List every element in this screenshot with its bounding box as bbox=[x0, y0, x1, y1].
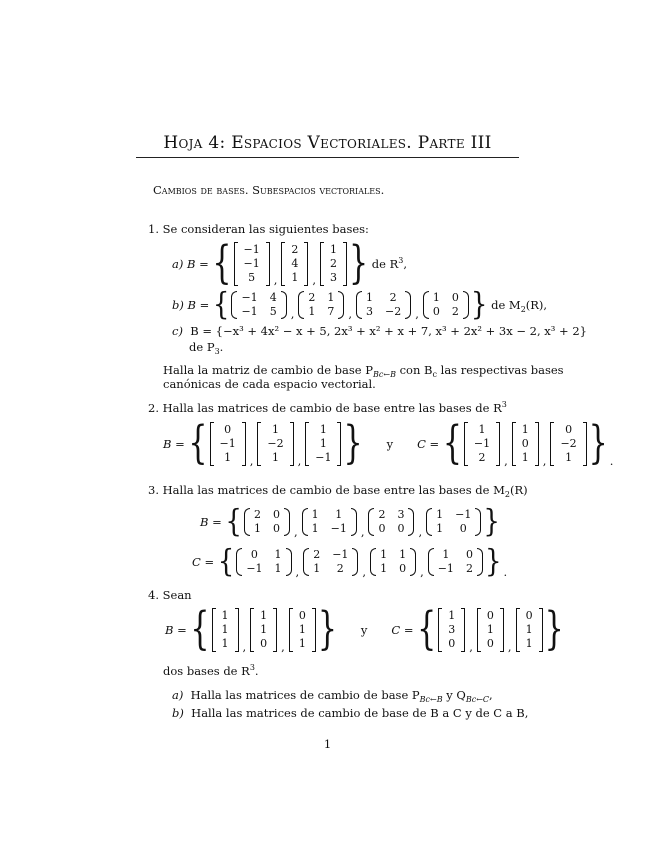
matrix-entry: 1 bbox=[221, 609, 229, 622]
ex3-c-matrix-2 bbox=[303, 547, 358, 577]
matrix-entry: 1 bbox=[271, 423, 279, 436]
matrix-entry: 0 bbox=[465, 548, 473, 561]
matrix-entry: 0 bbox=[378, 522, 386, 535]
ex4-dos-text: dos bases de R bbox=[163, 664, 250, 678]
matrix-entry: 2 bbox=[389, 291, 397, 304]
matrix-entry: 0 bbox=[486, 609, 494, 622]
matrix-entry: 0 bbox=[451, 291, 459, 304]
matrix-entry: −1 bbox=[243, 243, 260, 256]
ex1-heading bbox=[148, 222, 369, 236]
matrix-entry: −1 bbox=[241, 305, 258, 318]
matrix-entry: 1 bbox=[327, 291, 335, 304]
ex1c-space-sub: 3 bbox=[214, 347, 220, 356]
ex4-c-matrix-3 bbox=[516, 608, 543, 652]
matrix-entry: 2 bbox=[336, 562, 344, 575]
ex1a-space-sup: 3 bbox=[398, 256, 404, 265]
ex4a-sub: Bc←B bbox=[419, 695, 443, 704]
ex1c-formula: B = {−x³ + 4x² − x + 5, 2x³ + x² + x + 7, x³ + 2x² + 3x − 2, x³ + 2} bbox=[190, 324, 587, 338]
matrix-entry: 1 bbox=[436, 508, 444, 521]
ex1c-space-suffix: . bbox=[219, 340, 224, 354]
ex1b-matrix-1 bbox=[231, 290, 286, 320]
matrix-entry: 1 bbox=[291, 271, 299, 284]
matrix-entry: 1 bbox=[565, 451, 573, 464]
matrix-entry: 1 bbox=[260, 623, 268, 636]
ex2-b-matrix-3 bbox=[305, 422, 341, 466]
ex4-bases-row bbox=[165, 603, 564, 656]
matrix-entry: 1 bbox=[478, 423, 486, 436]
ex1b-label: b) bbox=[172, 298, 184, 312]
ex3-c-matrix-4 bbox=[428, 547, 483, 577]
matrix-entry: −1 bbox=[330, 522, 347, 535]
matrix-entry: 3 bbox=[448, 623, 456, 636]
ex3-c-matrix-1 bbox=[236, 547, 291, 577]
matrix-entry: 4 bbox=[269, 291, 277, 304]
ex1-halla-line-1 bbox=[163, 363, 564, 377]
ex1a-open-brace: { bbox=[212, 237, 232, 290]
ex1a-space bbox=[372, 257, 407, 271]
matrix-entry: −1 bbox=[243, 257, 260, 270]
comma: , bbox=[312, 273, 317, 287]
ex4a-sub-2: Bc←C bbox=[465, 695, 490, 704]
ex1b-open-brace: { bbox=[212, 287, 230, 323]
ex3-c-equals: = bbox=[204, 555, 215, 569]
ex1b-matrix-2 bbox=[298, 290, 344, 320]
matrix-entry: 0 bbox=[260, 637, 268, 650]
matrix-entry: 0 bbox=[432, 305, 440, 318]
comma: , bbox=[415, 307, 419, 321]
period: . bbox=[503, 565, 508, 579]
ex1-number: 1. bbox=[148, 222, 159, 236]
comma: , bbox=[273, 273, 278, 287]
matrix-entry: −1 bbox=[437, 562, 454, 575]
ex4-b-close-brace: } bbox=[317, 603, 337, 656]
comma: , bbox=[360, 525, 365, 539]
matrix-entry: 1 bbox=[311, 508, 319, 521]
matrix-entry: 1 bbox=[274, 562, 282, 575]
ex2-c-matrix-3 bbox=[550, 422, 586, 466]
ex2-b-matrix-2 bbox=[257, 422, 293, 466]
matrix-entry: 1 bbox=[380, 562, 388, 575]
comma: , bbox=[418, 525, 423, 539]
ex4-b-matrix-1 bbox=[212, 608, 239, 652]
matrix-entry: −1 bbox=[332, 548, 349, 561]
ex2-number: 2. bbox=[148, 401, 159, 415]
ex2-text: Halla las matrices de cambio de base entre las bases de R bbox=[162, 401, 502, 415]
matrix-entry: 0 bbox=[459, 522, 467, 535]
ex4-number: 4. bbox=[148, 588, 159, 602]
ex1b-matrix-3 bbox=[356, 290, 411, 320]
matrix-entry: 2 bbox=[330, 257, 338, 270]
matrix-entry: 1 bbox=[311, 522, 319, 535]
ex4-c-matrix-2 bbox=[477, 608, 504, 652]
ex3-number: 3. bbox=[148, 483, 159, 497]
ex1b-close-brace: } bbox=[470, 287, 488, 323]
comma: , bbox=[249, 454, 254, 468]
matrix-entry: 5 bbox=[269, 305, 277, 318]
matrix-entry: 1 bbox=[448, 609, 456, 622]
ex2-equals-b: = bbox=[175, 437, 185, 451]
comma: , bbox=[293, 525, 298, 539]
matrix-entry: 1 bbox=[380, 548, 388, 561]
ex4-b-matrix-2 bbox=[250, 608, 277, 652]
matrix-entry: 1 bbox=[253, 522, 261, 535]
ex2-b-open-brace: { bbox=[188, 417, 208, 470]
matrix-entry: 2 bbox=[291, 243, 299, 256]
ex1-halla-text-c: las respectivas bases bbox=[436, 363, 564, 377]
matrix-entry: 1 bbox=[260, 609, 268, 622]
ex3-c-row bbox=[192, 545, 509, 579]
ex4a-label: a) bbox=[172, 688, 184, 702]
ex1a-space-suffix: , bbox=[403, 257, 408, 271]
ex1b-space bbox=[491, 298, 547, 312]
matrix-entry: 2 bbox=[478, 451, 486, 464]
matrix-entry: 1 bbox=[308, 305, 316, 318]
matrix-entry: 1 bbox=[525, 623, 533, 636]
ex4-text: Sean bbox=[162, 588, 192, 602]
ex1a-close-brace: } bbox=[349, 237, 369, 290]
comma: , bbox=[362, 565, 367, 579]
matrix-entry: 1 bbox=[436, 522, 444, 535]
ex3-c-close-brace: } bbox=[484, 544, 502, 580]
comma: , bbox=[542, 454, 547, 468]
ex4-dos-sup: 3 bbox=[249, 663, 255, 672]
ex2-text-sup: 3 bbox=[501, 400, 507, 409]
ex2-c-symbol: C bbox=[417, 437, 426, 451]
ex1c-row bbox=[172, 324, 587, 338]
ex4-b-open-brace: { bbox=[190, 603, 210, 656]
matrix-entry: 1 bbox=[525, 637, 533, 650]
ex1b-space-text: de M bbox=[491, 298, 521, 312]
comma: , bbox=[348, 307, 352, 321]
matrix-entry: 1 bbox=[221, 637, 229, 650]
ex1b-space-tail: (R), bbox=[525, 298, 548, 312]
comma: , bbox=[290, 307, 295, 321]
matrix-entry: −1 bbox=[219, 437, 236, 450]
matrix-entry: 1 bbox=[298, 623, 306, 636]
ex1a-row bbox=[172, 237, 408, 290]
matrix-entry: 2 bbox=[308, 291, 316, 304]
ex2-b-matrix-1 bbox=[210, 422, 246, 466]
matrix-entry: 1 bbox=[521, 423, 529, 436]
ex3-c-open-brace: { bbox=[217, 544, 235, 580]
matrix-entry: −2 bbox=[267, 437, 284, 450]
ex2-y: y bbox=[386, 437, 394, 451]
matrix-entry: 1 bbox=[366, 291, 373, 304]
ex4a-mid: y Q bbox=[442, 688, 466, 702]
comma: , bbox=[469, 640, 473, 654]
ex4-dos-suffix: . bbox=[254, 664, 259, 678]
matrix-entry: 1 bbox=[486, 623, 494, 636]
matrix-entry: 1 bbox=[319, 423, 327, 436]
comma: , bbox=[295, 565, 300, 579]
ex2-bases-row bbox=[163, 417, 615, 470]
matrix-entry: 1 bbox=[298, 637, 306, 650]
ex1c-space-text: de P bbox=[189, 340, 215, 354]
ex4b-text: Halla las matrices de cambio de base de B a C y de C a B, bbox=[191, 706, 529, 720]
matrix-entry: −1 bbox=[473, 437, 491, 450]
matrix-entry: 0 bbox=[399, 562, 407, 575]
ex2-equals-c: = bbox=[429, 437, 440, 451]
ex3-text-suffix: (R) bbox=[509, 483, 528, 497]
matrix-entry: 0 bbox=[272, 522, 280, 535]
ex1-halla-sub: Bc←B bbox=[373, 370, 396, 379]
comma: , bbox=[297, 454, 302, 468]
ex4-c-matrix-1 bbox=[438, 608, 465, 652]
ex2-b-close-brace: } bbox=[343, 417, 363, 470]
ex3-text: Halla las matrices de cambio de base entre las bases de M bbox=[162, 483, 505, 497]
ex3-heading bbox=[148, 483, 528, 497]
matrix-entry: 5 bbox=[248, 271, 256, 284]
matrix-entry: −1 bbox=[315, 451, 332, 464]
ex1a-b-symbol: B bbox=[187, 257, 196, 271]
matrix-entry: 2 bbox=[465, 562, 473, 575]
ex1b-space-sub: 2 bbox=[520, 305, 526, 314]
matrix-entry: 0 bbox=[565, 423, 573, 436]
matrix-entry: 1 bbox=[271, 451, 279, 464]
ex3-c-matrix-3 bbox=[370, 547, 416, 577]
ex1c-space bbox=[189, 340, 223, 354]
ex4-dos-bases bbox=[163, 664, 259, 678]
ex3-b-matrix-4 bbox=[426, 507, 481, 537]
section-subtitle: Cambios de bases. Subespacios vectoriales. bbox=[153, 183, 385, 197]
matrix-entry: −1 bbox=[246, 562, 263, 575]
matrix-entry: 1 bbox=[224, 451, 232, 464]
matrix-entry: 2 bbox=[378, 508, 386, 521]
ex1b-row bbox=[172, 289, 547, 321]
matrix-entry: 3 bbox=[366, 305, 373, 318]
ex3-c-symbol: C bbox=[192, 555, 201, 569]
ex1b-b-symbol: B bbox=[187, 298, 196, 312]
comma: , bbox=[507, 640, 512, 654]
ex2-c-matrix-1 bbox=[464, 422, 500, 466]
ex1a-matrix-1 bbox=[234, 242, 270, 286]
matrix-entry: 0 bbox=[525, 609, 533, 622]
matrix-entry: 2 bbox=[451, 305, 459, 318]
page-title: Hoja 4: Espacios Vectoriales. Parte III bbox=[163, 133, 492, 153]
ex4-c-close-brace: } bbox=[544, 603, 564, 656]
ex1-halla-line-2: canónicas de cada espacio vectorial. bbox=[163, 377, 376, 391]
ex4-y: y bbox=[360, 623, 368, 637]
matrix-entry: −2 bbox=[560, 437, 577, 450]
ex3-b-matrix-2 bbox=[302, 507, 357, 537]
ex4-c-open-brace: { bbox=[417, 603, 437, 656]
ex3-b-open-brace: { bbox=[225, 504, 242, 540]
matrix-entry: 1 bbox=[432, 291, 440, 304]
ex3-text-sub: 2 bbox=[504, 490, 510, 499]
ex1a-label: a) bbox=[172, 257, 184, 271]
matrix-entry: 1 bbox=[330, 243, 338, 256]
ex1b-matrix-4 bbox=[423, 290, 469, 320]
ex4-equals-b: = bbox=[177, 623, 187, 637]
ex4a-text: Halla las matrices de cambio de base P bbox=[190, 688, 420, 702]
matrix-entry: 1 bbox=[335, 508, 343, 521]
ex4b-label: b) bbox=[172, 706, 184, 720]
comma: , bbox=[281, 640, 285, 654]
comma: , bbox=[504, 454, 508, 468]
matrix-entry: 1 bbox=[521, 451, 529, 464]
ex2-c-close-brace: } bbox=[588, 417, 608, 470]
ex4-equals-c: = bbox=[403, 623, 414, 637]
matrix-entry: 0 bbox=[272, 508, 280, 521]
ex4-b-matrix-3 bbox=[289, 608, 316, 652]
matrix-entry: −1 bbox=[455, 508, 472, 521]
comma: , bbox=[420, 565, 424, 579]
matrix-entry: 0 bbox=[448, 637, 456, 650]
matrix-entry: −2 bbox=[385, 305, 402, 318]
ex1-intro: Se consideran las siguientes bases: bbox=[162, 222, 369, 236]
ex4-c-symbol: C bbox=[391, 623, 401, 637]
ex1b-equals: = bbox=[199, 298, 210, 312]
ex3-b-symbol: B bbox=[200, 515, 209, 529]
matrix-entry: 0 bbox=[298, 609, 306, 622]
ex3-b-row bbox=[200, 505, 500, 539]
ex1-halla-text-b: con B bbox=[395, 363, 433, 377]
matrix-entry: 0 bbox=[397, 522, 405, 535]
matrix-entry: 1 bbox=[221, 623, 229, 636]
ex4-heading bbox=[148, 588, 192, 602]
matrix-entry: 3 bbox=[397, 508, 405, 521]
ex3-b-matrix-1 bbox=[244, 507, 290, 537]
ex2-heading bbox=[148, 401, 507, 415]
matrix-entry: 3 bbox=[330, 271, 338, 284]
matrix-entry: 0 bbox=[224, 423, 232, 436]
ex2-c-open-brace: { bbox=[442, 417, 462, 470]
ex1a-equals: = bbox=[199, 257, 209, 271]
matrix-entry: 1 bbox=[319, 437, 327, 450]
matrix-entry: 1 bbox=[274, 548, 282, 561]
matrix-entry: 1 bbox=[399, 548, 407, 561]
matrix-entry: 0 bbox=[521, 437, 529, 450]
matrix-entry: 4 bbox=[291, 257, 299, 270]
matrix-entry: 2 bbox=[313, 548, 321, 561]
comma: , bbox=[242, 640, 247, 654]
matrix-entry: 1 bbox=[313, 562, 321, 575]
ex1-halla-sub-2: c bbox=[432, 370, 437, 379]
period: . bbox=[609, 454, 614, 468]
ex3-b-equals: = bbox=[212, 515, 222, 529]
title-rule bbox=[136, 157, 519, 158]
ex4a-row bbox=[172, 688, 493, 702]
ex4b-row bbox=[172, 706, 528, 720]
matrix-entry: 7 bbox=[327, 305, 335, 318]
ex2-c-matrix-2 bbox=[512, 422, 539, 466]
ex1a-matrix-3 bbox=[320, 242, 347, 286]
ex4-b-symbol: B bbox=[165, 623, 174, 637]
ex4a-end: , bbox=[489, 688, 493, 702]
ex2-b-symbol: B bbox=[163, 437, 172, 451]
ex3-b-matrix-3 bbox=[368, 507, 414, 537]
matrix-entry: 1 bbox=[442, 548, 450, 561]
matrix-entry: 0 bbox=[486, 637, 494, 650]
ex1a-matrix-2 bbox=[281, 242, 308, 286]
ex3-b-close-brace: } bbox=[483, 504, 500, 540]
matrix-entry: 2 bbox=[253, 508, 261, 521]
ex1c-label: c) bbox=[172, 324, 183, 338]
matrix-entry: 0 bbox=[250, 548, 258, 561]
ex1-halla-text: Halla la matriz de cambio de base P bbox=[163, 363, 373, 377]
ex1a-space-text: de R bbox=[371, 257, 399, 271]
page-number: 1 bbox=[323, 737, 332, 751]
matrix-entry: −1 bbox=[241, 291, 258, 304]
